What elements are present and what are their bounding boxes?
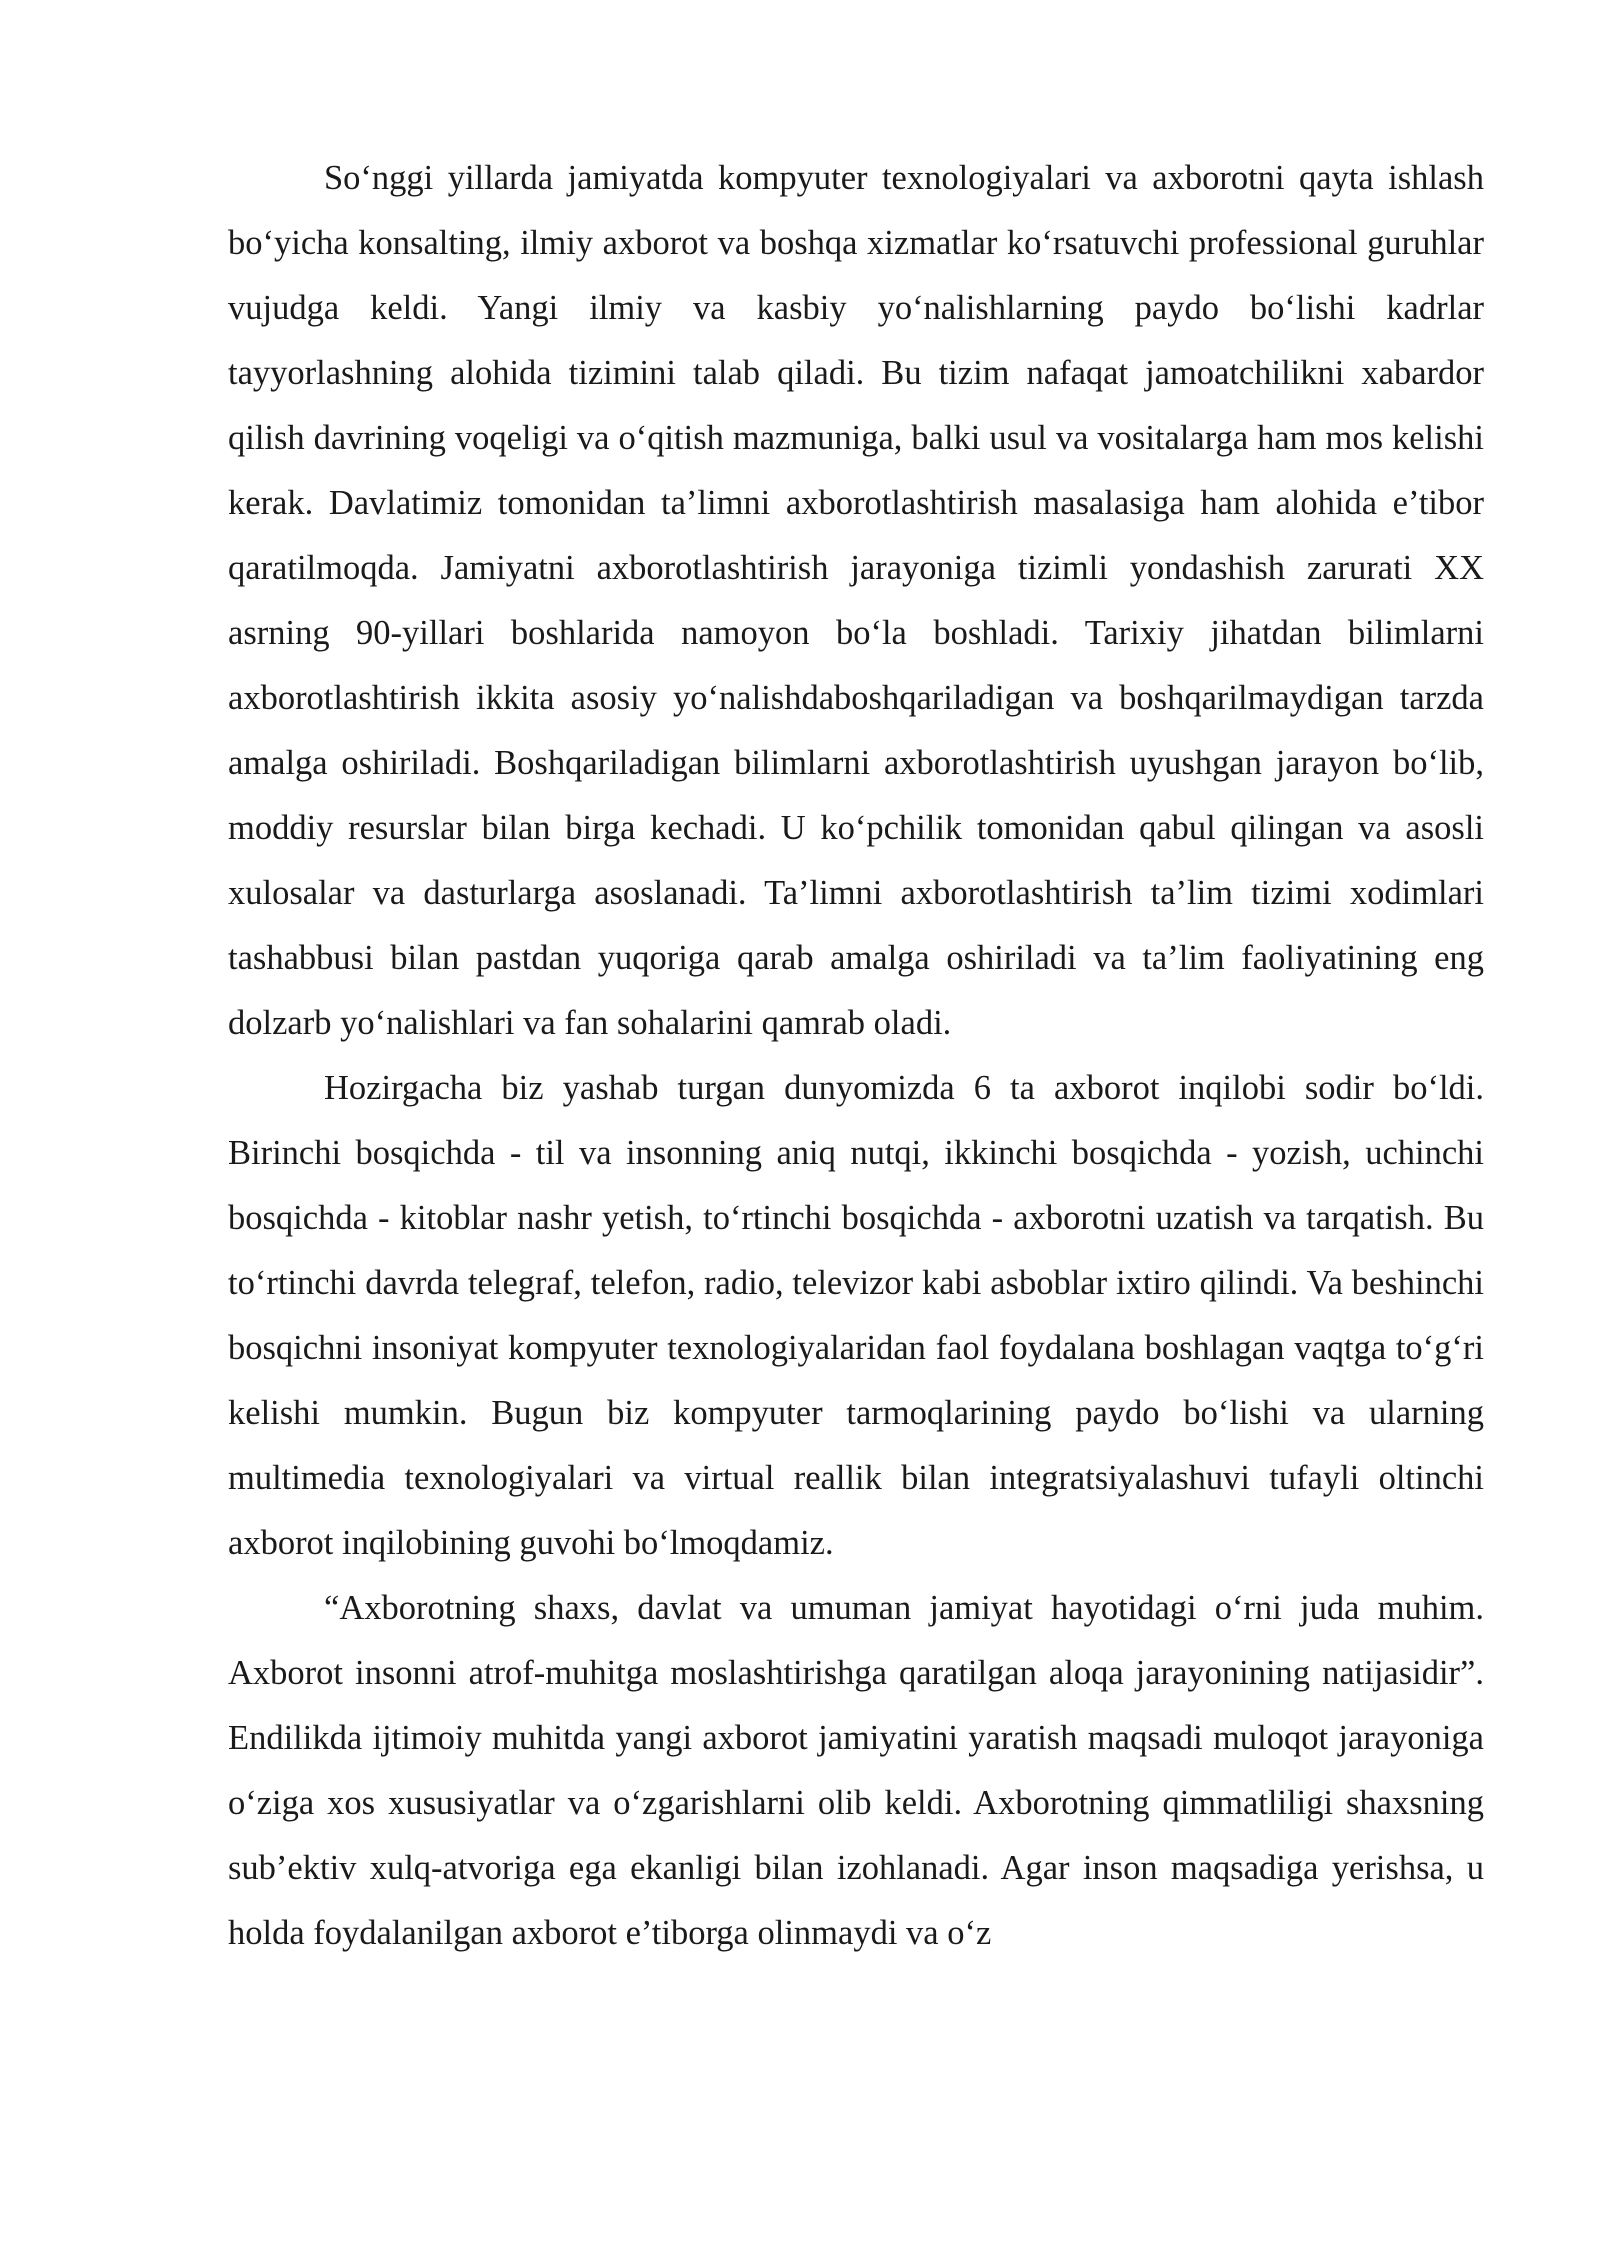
paragraph-1: So‘nggi yillarda jamiyatda kompyuter texnologiyalari va axborotni qayta ishlash bo‘yicha konsalting, ilmiy axborot va boshqa xizmatlar ko‘rsatuvchi professional guruhlar vujudga keldi. Yangi ilmiy va kasbiy yo‘nalishlarning paydo bo‘lishi kadrlar tayyorlashning alohida tizimini talab qiladi. Bu tizim nafaqat jamoatchilikni xabardor qilish davrining voqeligi va o‘qitish mazmuniga, balki usul va vositalarga ham mos kelishi kerak. Davlatimiz tomonidan ta’limni axborotlashtirish masalasiga ham alohida e’tibor qaratilmoqda. Jamiyatni axborotlashtirish jarayoniga tizimli yondashish zarurati XX asrning 90-yillari boshlarida namoyon bo‘la boshladi. Tarixiy jihatdan bilimlarni axborotlashtirish ikkita asosiy yo‘nalishdaboshqariladigan va boshqarilmaydigan tarzda amalga oshiriladi. Boshqariladigan bilimlarni axborotlashtirish uyushgan jarayon bo‘lib, moddiy resurslar bilan birga kechadi. U ko‘pchilik tomonidan qabul qilingan va asosli xulosalar va dasturlarga asoslanadi. Ta’limni axborotlashtirish ta’lim tizimi xodimlari tashabbusi bilan pastdan yuqoriga qarab amalga oshiriladi va ta’lim faoliyatining eng dolzarb yo‘nalishlari va fan sohalarini qamrab oladi. [228, 159, 1484, 1042]
document-body [228, 146, 1484, 1966]
paragraph-3: “Axborotning shaxs, davlat va umuman jamiyat hayotidagi o‘rni juda muhim. Axborot insonni atrof-muhitga moslashtirishga qaratilgan aloqa jarayonining natijasidir”. Endilikda ijtimoiy muhitda yangi axborot jamiyatini yaratish maqsadi muloqot jarayoniga o‘ziga xos xususiyatlar va o‘zgarishlarni olib keldi. Axborotning qimmatliligi shaxsning sub’ektiv xulq-atvoriga ega ekanligi bilan izohlanadi. Agar inson maqsadiga yerishsa, u holda foydalanilgan axborot e’tiborga olinmaydi va o‘z [228, 1589, 1484, 1952]
paragraph-2: Hozirgacha biz yashab turgan dunyomizda 6 ta axborot inqilobi sodir bo‘ldi. Birinchi bosqichda - til va insonning aniq nutqi, ikkinchi bosqichda - yozish, uchinchi bosqichda - kitoblar nashr yetish, to‘rtinchi bosqichda - axborotni uzatish va tarqatish. Bu to‘rtinchi davrda telegraf, telefon, radio, televizor kabi asboblar ixtiro qilindi. Va beshinchi bosqichni insoniyat kompyuter texnologiyalaridan faol foydalana boshlagan vaqtga to‘g‘ri kelishi mumkin. Bugun biz kompyuter tarmoqlarining paydo bo‘lishi va ularning multimedia texnologiyalari va virtual reallik bilan integratsiyalashuvi tufayli oltinchi axborot inqilobining guvohi bo‘lmoqdamiz. [228, 1069, 1484, 1562]
